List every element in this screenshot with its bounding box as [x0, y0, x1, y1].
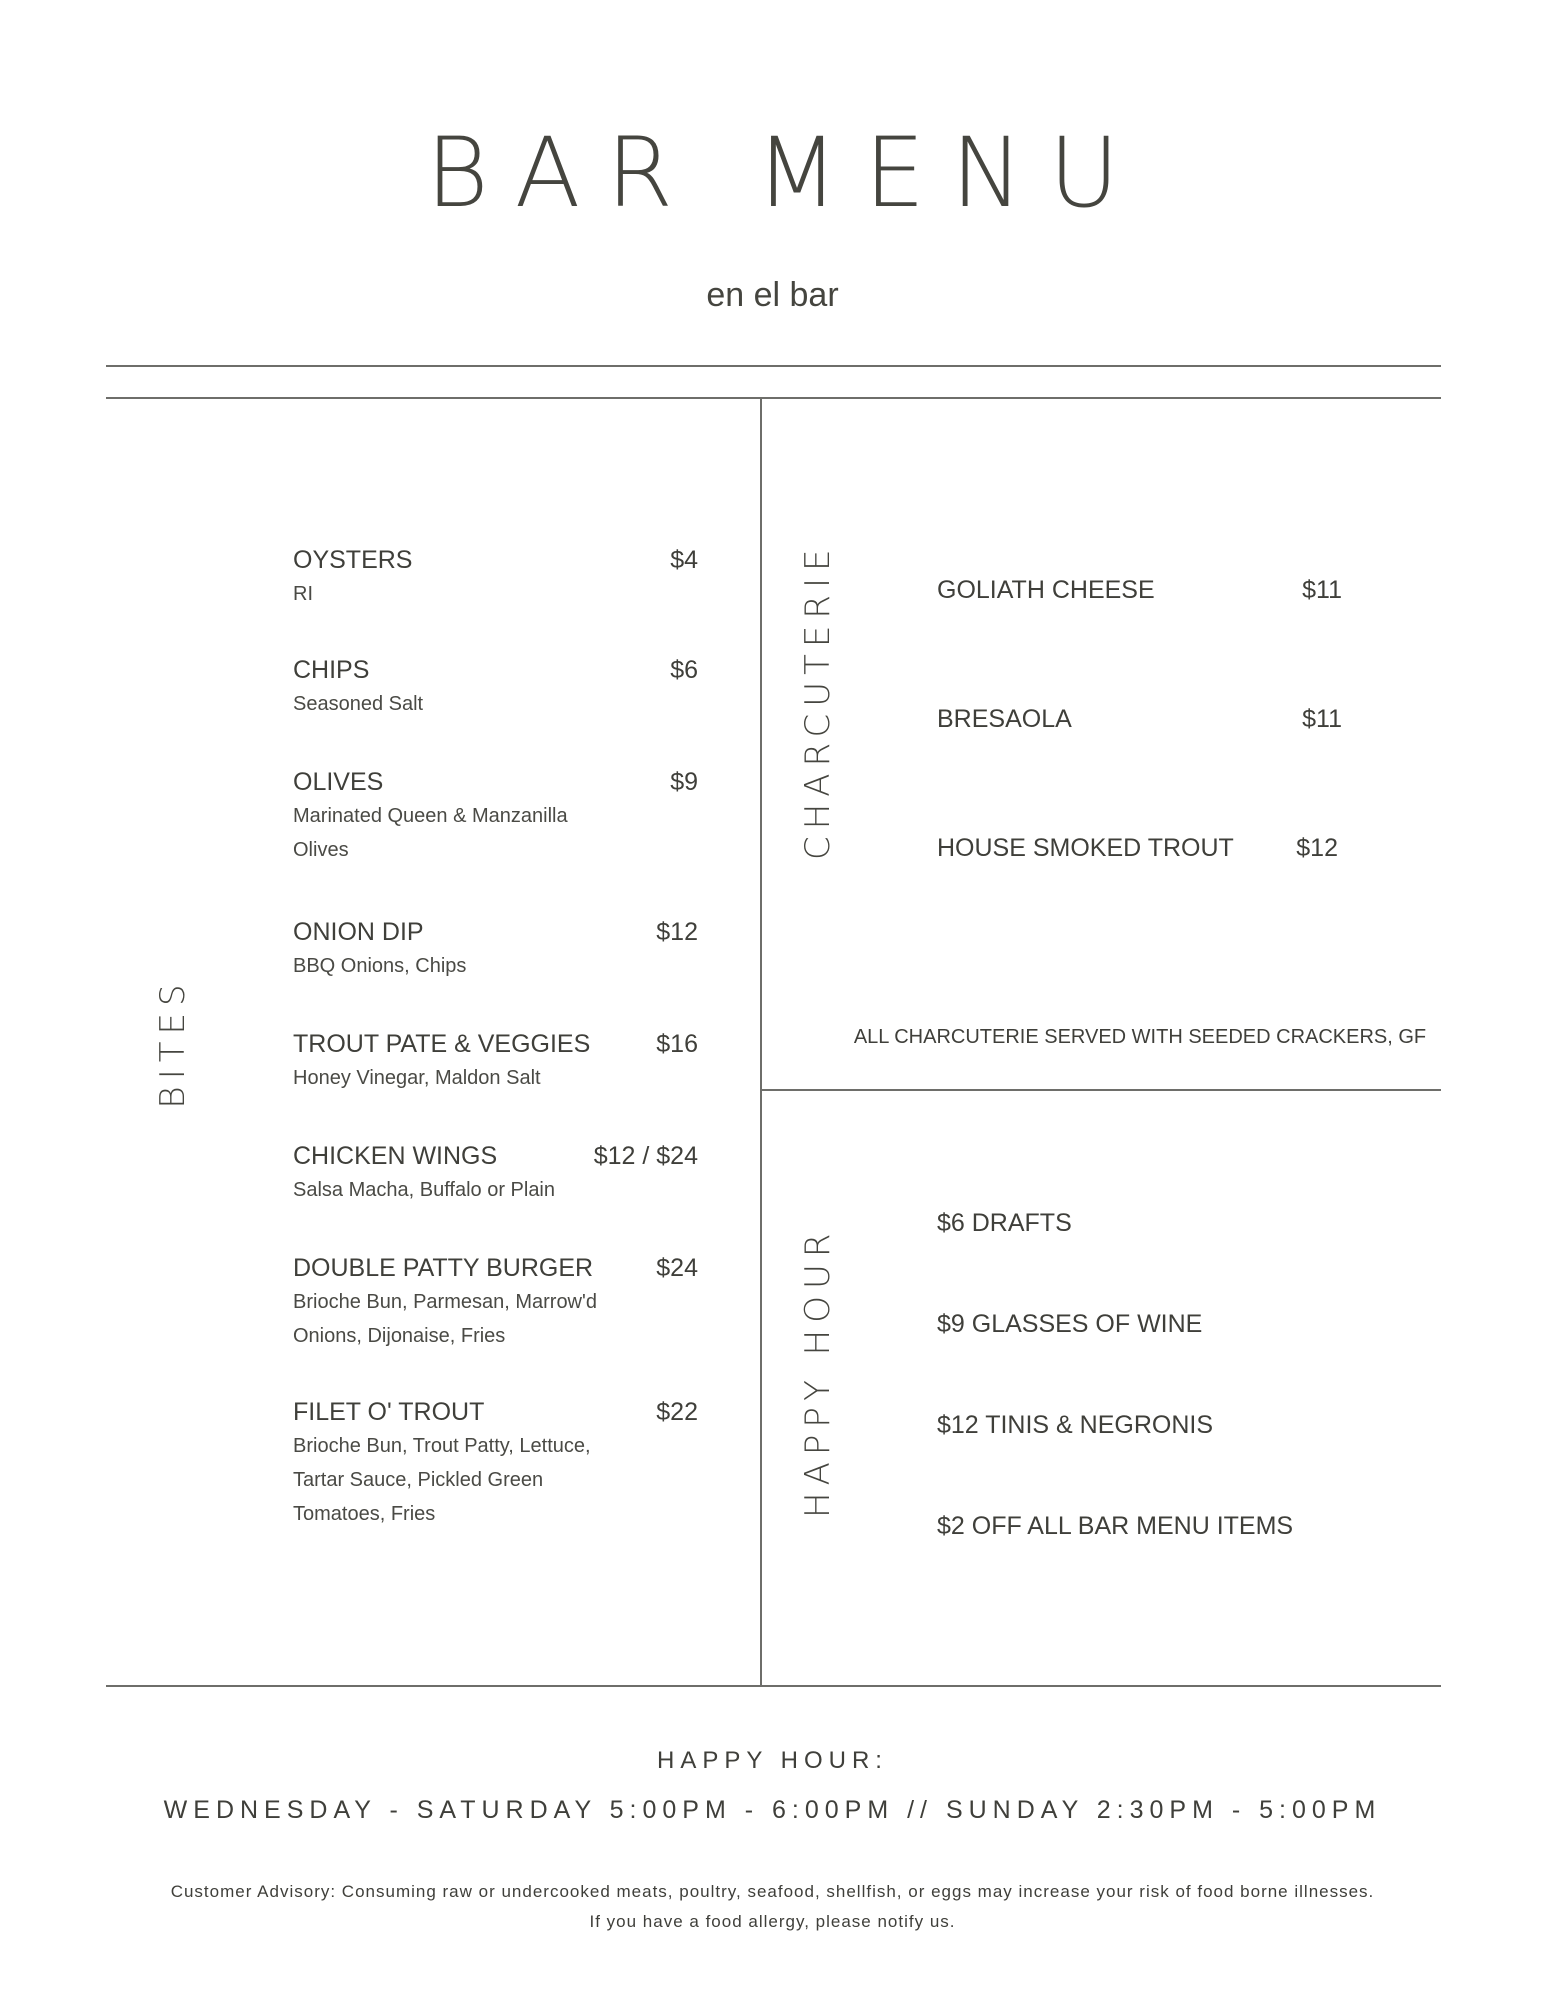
item-price: $11	[1302, 705, 1342, 733]
item-price: $16	[656, 1030, 698, 1058]
bottom-divider	[106, 1685, 1441, 1687]
item-price: $12	[656, 918, 698, 946]
charcuterie-item	[937, 705, 1342, 734]
right-section-divider	[762, 1089, 1441, 1091]
happy-hour-item: $6 DRAFTS	[937, 1209, 1072, 1237]
happy-hour-item: $12 TINIS & NEGRONIS	[937, 1411, 1214, 1439]
customer-advisory: Customer Advisory: Consuming raw or undercooked meats, poultry, seafood, shellfish, or eggs may increase your risk of food borne illnesses.	[170, 1882, 1375, 1901]
happy-hour-heading: HAPPY HOUR:	[657, 1747, 888, 1774]
item-description: Salsa Macha, Buffalo or Plain	[293, 1179, 556, 1201]
item-name: OLIVES	[293, 768, 384, 796]
item-price: $12	[1296, 834, 1338, 862]
item-price: $22	[656, 1398, 698, 1426]
item-price: $12 / $24	[593, 1142, 698, 1170]
item-description: BBQ Onions, Chips	[293, 955, 467, 977]
menu-item	[293, 656, 698, 721]
charcuterie-item	[937, 834, 1338, 863]
top-divider-1	[106, 365, 1441, 367]
happy-hour-times: WEDNESDAY - SATURDAY 5:00PM - 6:00PM // SUNDAY 2:30PM - 5:00PM	[163, 1796, 1382, 1824]
menu-item	[293, 1030, 698, 1095]
item-name: ONION DIP	[293, 918, 424, 946]
charcuterie-section-label: CHARCUTERIE	[798, 542, 838, 860]
menu-subtitle: en el bar	[706, 276, 839, 314]
menu-title: BAR MENU	[425, 117, 1146, 229]
item-name: CHICKEN WINGS	[293, 1142, 498, 1170]
item-name: FILET O' TROUT	[293, 1398, 485, 1426]
item-price: $9	[670, 768, 698, 796]
item-description: Honey Vinegar, Maldon Salt	[293, 1067, 541, 1089]
item-name: TROUT PATE & VEGGIES	[293, 1030, 591, 1058]
item-name: GOLIATH CHEESE	[937, 576, 1155, 604]
item-price: $6	[670, 656, 698, 684]
item-name: CHIPS	[293, 656, 370, 684]
menu-item	[293, 546, 698, 611]
item-description: Marinated Queen & Manzanilla Olives	[293, 805, 568, 861]
item-price: $4	[670, 546, 698, 574]
charcuterie-item	[937, 576, 1342, 605]
menu-item	[293, 918, 698, 983]
top-divider-2	[106, 397, 1441, 399]
happy-hour-section-label: HAPPY HOUR	[798, 1226, 838, 1518]
item-description: Brioche Bun, Trout Patty, Lettuce, Tartar Sauce, Pickled Green Tomatoes, Fries	[293, 1435, 591, 1525]
menu-item	[293, 1398, 698, 1531]
item-name: HOUSE SMOKED TROUT	[937, 834, 1234, 862]
item-name: DOUBLE PATTY BURGER	[293, 1254, 594, 1282]
item-price: $24	[656, 1254, 698, 1282]
item-description: RI	[293, 583, 313, 605]
happy-hour-item: $9 GLASSES OF WINE	[937, 1310, 1203, 1338]
item-description: Seasoned Salt	[293, 693, 424, 715]
item-name: BRESAOLA	[937, 705, 1072, 733]
bites-section-label: BITES	[153, 977, 193, 1109]
item-name: OYSTERS	[293, 546, 413, 574]
menu-item	[293, 768, 698, 867]
item-price: $11	[1302, 576, 1342, 604]
allergy-notice: If you have a food allergy, please notify us.	[589, 1912, 956, 1931]
item-description: Brioche Bun, Parmesan, Marrow'd Onions, Dijonaise, Fries	[293, 1291, 597, 1347]
happy-hour-item: $2 OFF ALL BAR MENU ITEMS	[937, 1512, 1294, 1540]
charcuterie-note: ALL CHARCUTERIE SERVED WITH SEEDED CRACKERS, GF	[853, 1026, 1427, 1048]
menu-item	[293, 1142, 698, 1207]
menu-item	[293, 1254, 698, 1353]
